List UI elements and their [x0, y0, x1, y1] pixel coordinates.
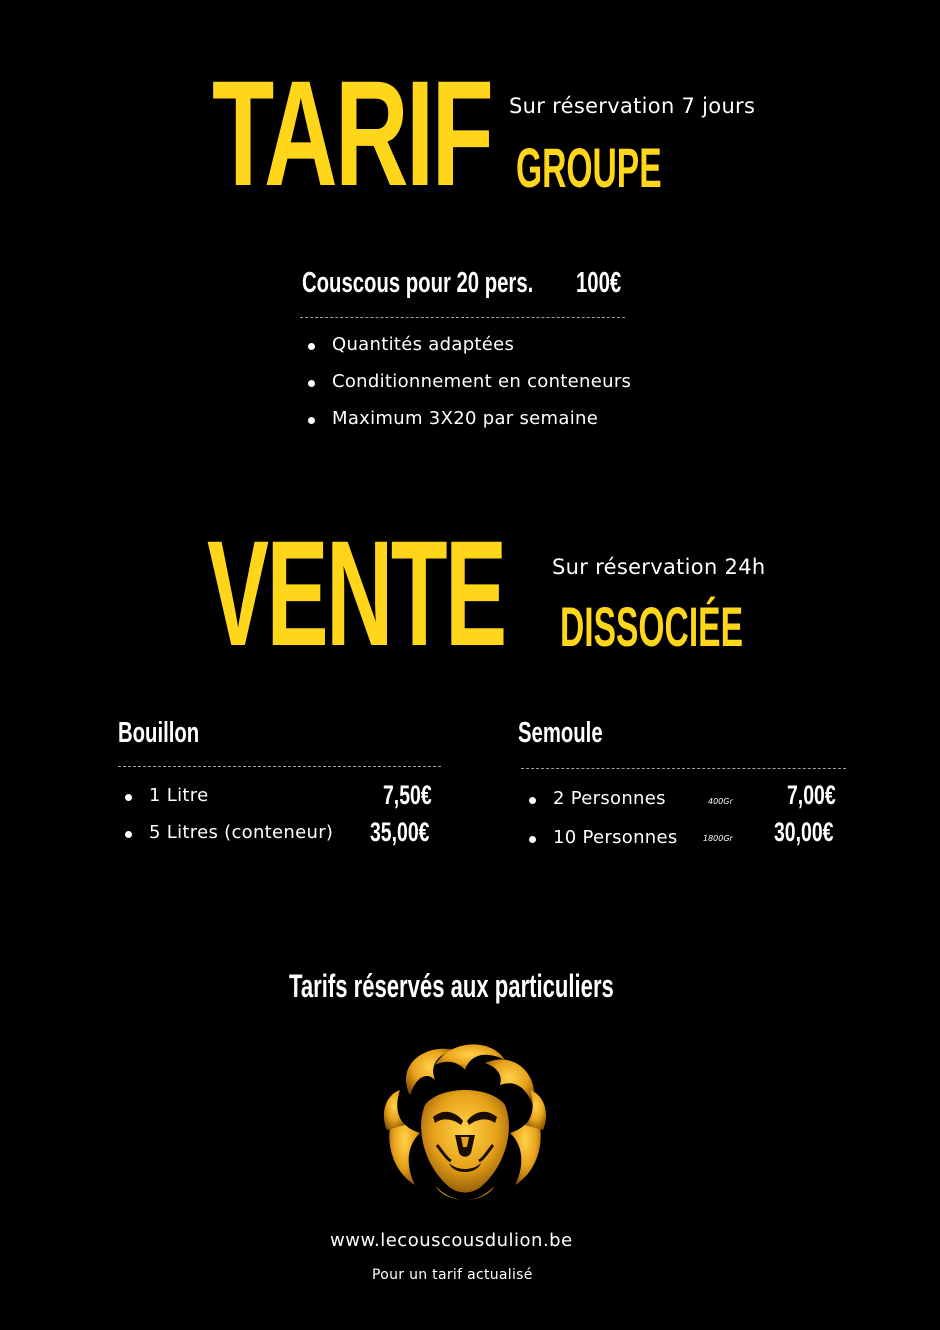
footer — [0, 950, 940, 1330]
lion-head-logo-icon — [365, 1035, 565, 1215]
private-customers-notice: Tarifs réservés aux particuliers — [289, 968, 614, 1004]
price-1-litre: 7,50€ — [383, 780, 432, 810]
semoule-column — [470, 700, 940, 860]
divider — [300, 317, 625, 318]
price-2-personnes: 7,00€ — [787, 780, 836, 810]
divider — [118, 766, 441, 767]
list-item: 1 Litre — [149, 785, 209, 806]
list-item: Quantités adaptées — [332, 334, 515, 355]
list-item: Conditionnement en conteneurs — [332, 371, 632, 392]
weight-1800gr: 1800Gr — [703, 834, 733, 843]
price-5-litres: 35,00€ — [370, 817, 430, 847]
website-note: Pour un tarif actualisé — [372, 1267, 533, 1283]
tarif-title: TARIF — [212, 49, 492, 217]
semoule-heading: Semoule — [518, 717, 603, 749]
list-item: 2 Personnes — [553, 788, 666, 809]
vente-title: VENTE — [207, 509, 505, 677]
list-item: 10 Personnes — [553, 827, 678, 848]
price-10-personnes: 30,00€ — [774, 817, 834, 847]
weight-400gr: 400Gr — [708, 797, 733, 806]
group-offer-price: 100€ — [576, 267, 622, 299]
tarif-subtitle: GROUPE — [516, 136, 662, 199]
tarif-reservation-note: Sur réservation 7 jours — [509, 94, 756, 118]
vente-reservation-note: Sur réservation 24h — [552, 555, 766, 579]
bouillon-column — [0, 700, 470, 860]
list-item: Maximum 3X20 par semaine — [332, 408, 599, 429]
bouillon-heading: Bouillon — [118, 717, 200, 749]
group-offer-label: Couscous pour 20 pers. — [302, 267, 534, 299]
vente-subtitle: DISSOCIÉE — [560, 595, 743, 658]
divider — [521, 768, 846, 769]
list-item: 5 Litres (conteneur) — [149, 822, 334, 843]
tarif-section — [0, 0, 940, 440]
website-link[interactable]: www.lecouscousdulion.be — [330, 1230, 573, 1251]
